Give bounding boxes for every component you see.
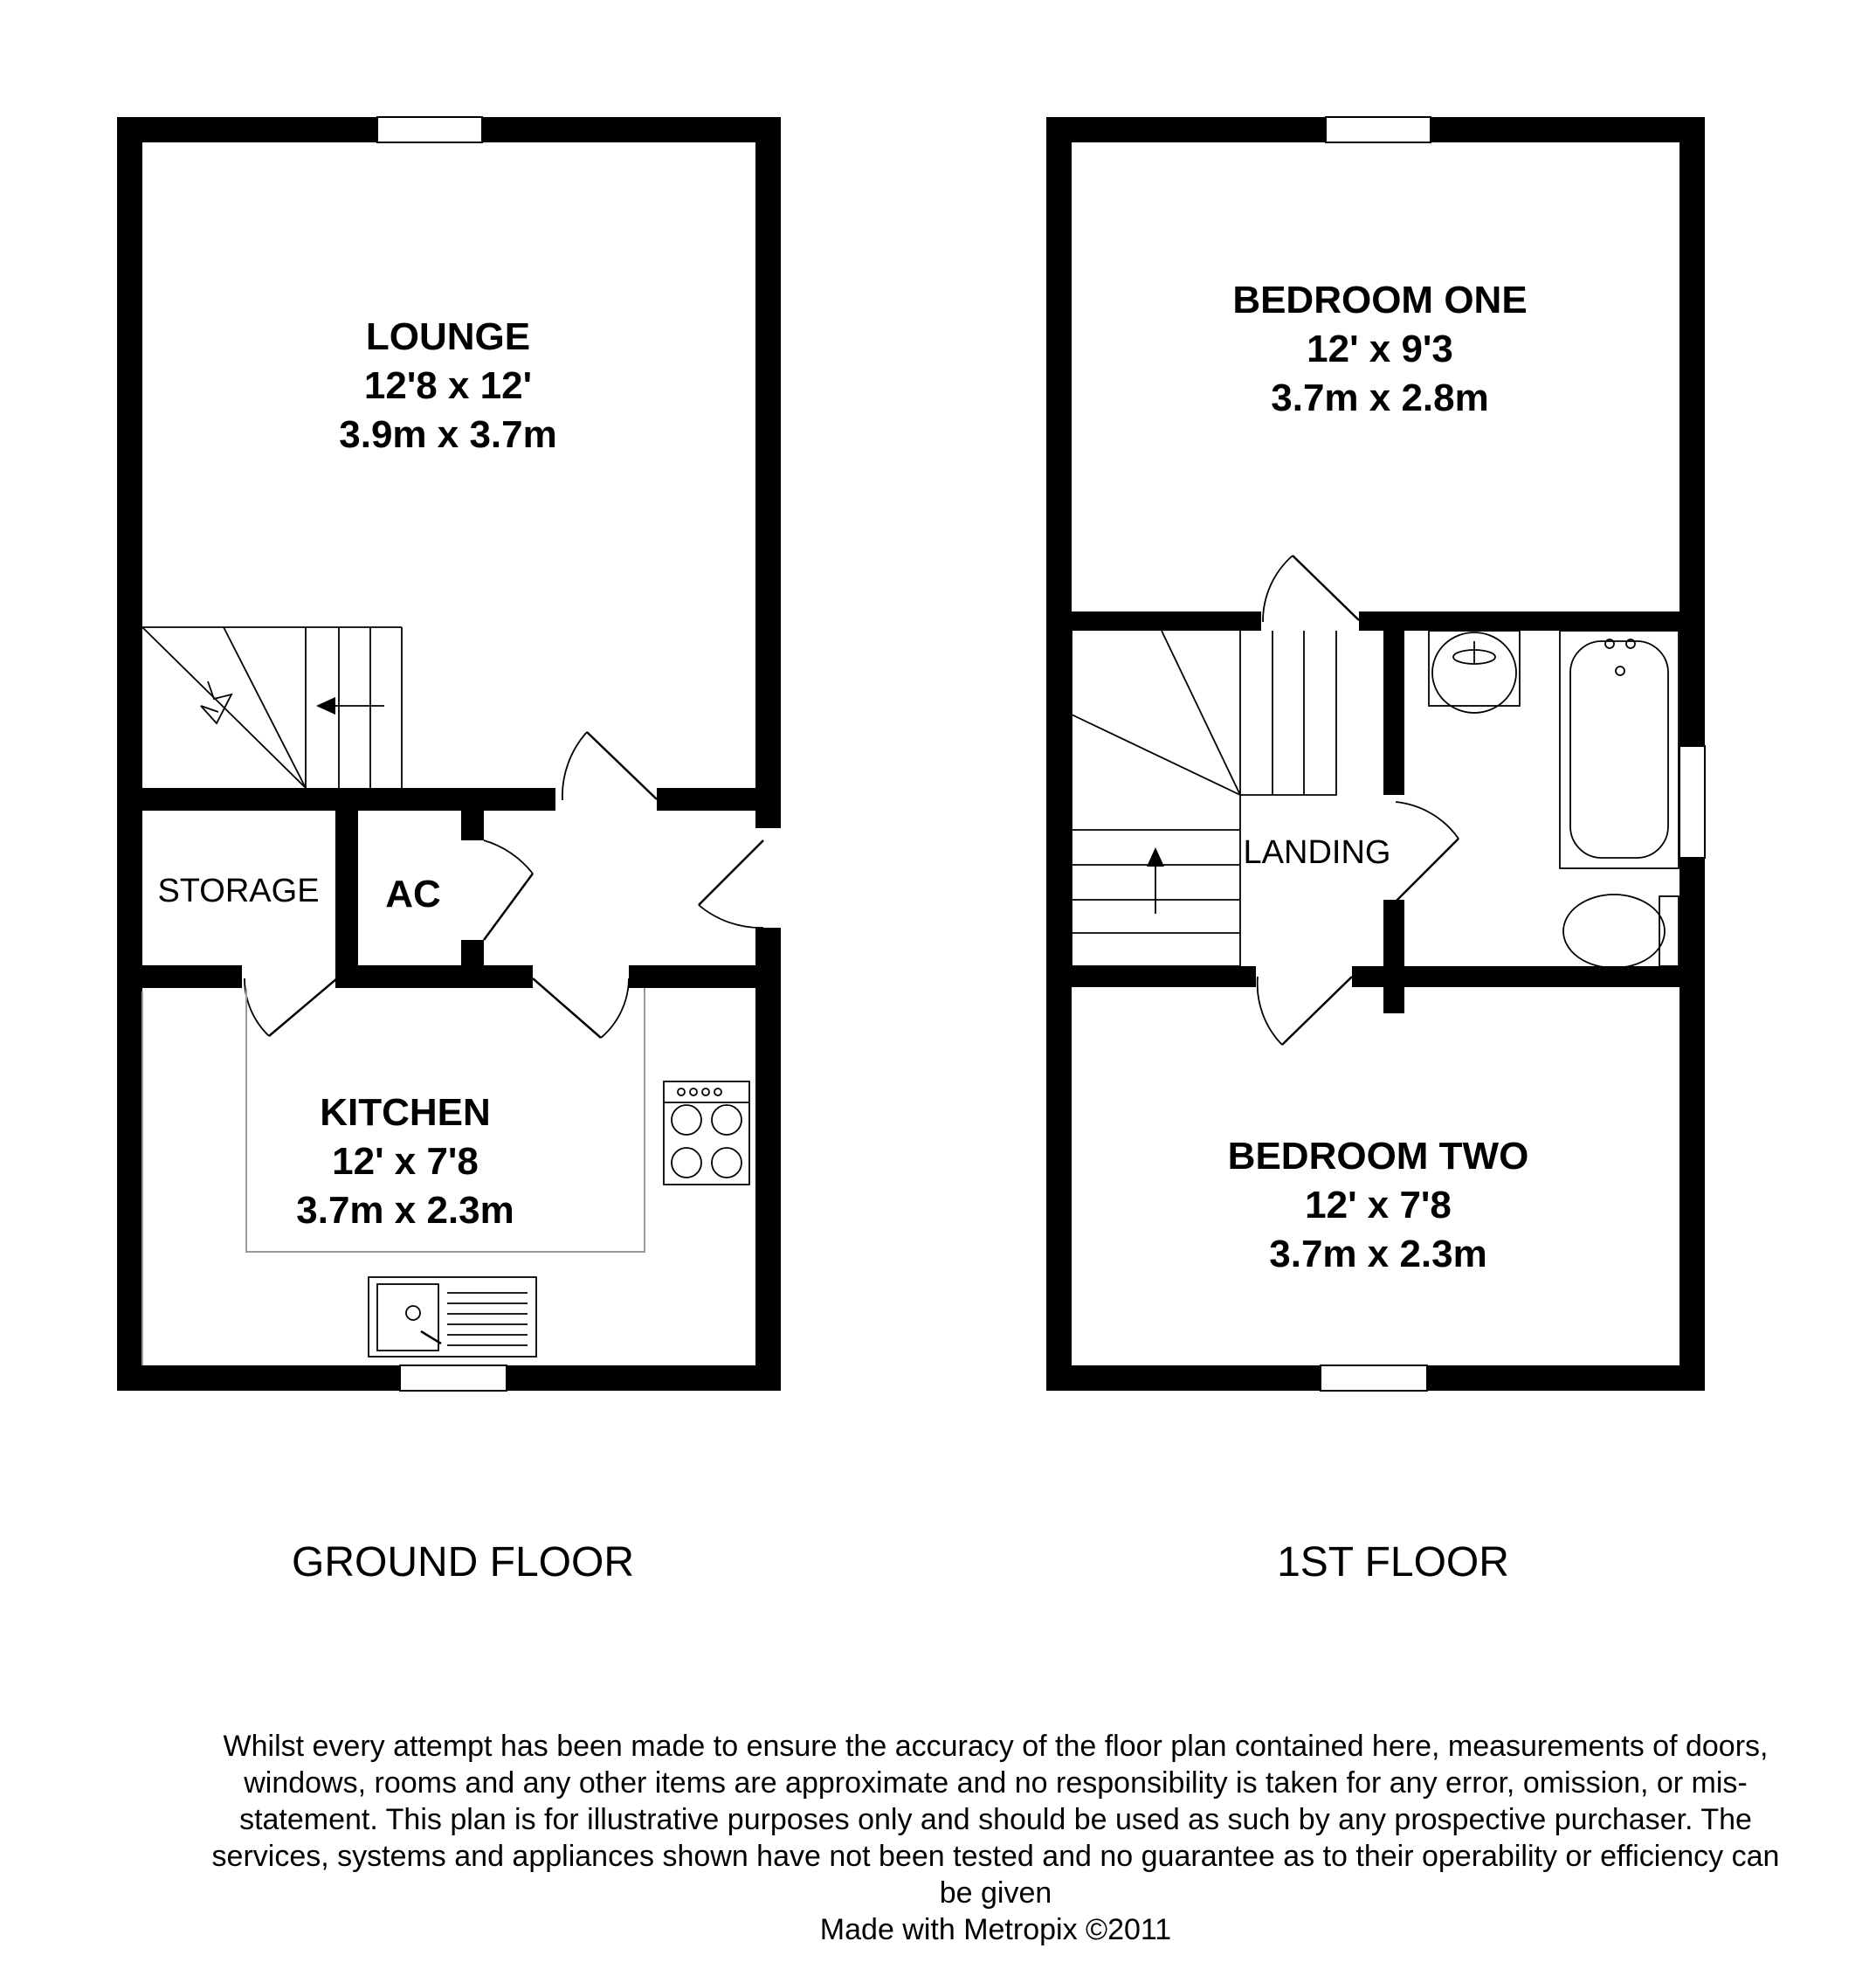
bedroom-one-window xyxy=(1326,117,1431,142)
first-floor-title: 1ST FLOOR xyxy=(1277,1539,1509,1586)
disclaimer xyxy=(210,1728,1782,1948)
bedroom-one-metric: 3.7m x 2.8m xyxy=(1271,377,1489,419)
bathroom-window xyxy=(1679,746,1705,858)
first-staircase xyxy=(1072,631,1336,966)
lounge-south-wall-right xyxy=(657,788,781,811)
bedroom-one-south-wall-left xyxy=(1046,611,1261,631)
bedroom-two-window xyxy=(1321,1365,1427,1391)
bedroom-two-metric: 3.7m x 2.3m xyxy=(1269,1233,1487,1275)
ac-east-wall-top xyxy=(461,788,484,840)
ac-east-wall-bottom xyxy=(461,940,484,988)
ground-wall-right-upper xyxy=(755,117,781,828)
first-stair-arrow-head xyxy=(1147,847,1164,867)
storage-ac-divider xyxy=(335,788,358,988)
bath-icon xyxy=(1560,631,1679,868)
ground-staircase xyxy=(142,627,402,788)
kitchen-metric: 3.7m x 2.3m xyxy=(296,1189,514,1232)
storage-name: STORAGE xyxy=(157,873,320,909)
kitchen-imperial: 12' x 7'8 xyxy=(332,1140,479,1183)
toilet-icon xyxy=(1563,895,1679,968)
kitchen-sink-icon xyxy=(369,1277,536,1357)
bedroom-two-north-wall-left xyxy=(1046,966,1256,987)
bedroom-two-north-wall-right xyxy=(1352,966,1705,987)
kitchen-window xyxy=(400,1365,507,1391)
bedroom-one-imperial: 12' x 9'3 xyxy=(1307,328,1453,370)
stair-arrow-head xyxy=(316,697,335,715)
lounge-imperial: 12'8 x 12' xyxy=(363,364,533,407)
cooker-hob-icon xyxy=(664,1081,749,1185)
bedroom-two-name: BEDROOM TWO xyxy=(1227,1135,1529,1178)
bedroom-two-imperial: 12' x 7'8 xyxy=(1305,1184,1452,1226)
ground-doors xyxy=(245,732,763,1038)
lounge-window xyxy=(377,117,482,142)
bathroom-west-wall-top xyxy=(1383,611,1404,795)
kitchen-name: KITCHEN xyxy=(320,1091,491,1134)
ac-name: AC xyxy=(385,873,441,915)
ground-floor-plan xyxy=(117,117,781,1586)
lounge-name: LOUNGE xyxy=(365,315,531,358)
disclaimer-text: Whilst every attempt has been made to ensure the accuracy of the floor plan contained here, measurements of doors, windows, rooms and any other items are approximate and no responsibility is taken for any error, omission, or mis-statement. This plan is for illustrative purposes only and should be used as such by any prospective purchaser. The services, systems and appliances shown have not been tested and no guarantee as to their operability or efficiency can be given xyxy=(211,1730,1780,1910)
lounge-metric: 3.9m x 3.7m xyxy=(339,413,557,456)
first-wall-left xyxy=(1046,117,1072,1391)
bathroom-west-wall-bottom xyxy=(1383,900,1404,1013)
ground-floor-title: GROUND FLOOR xyxy=(291,1539,635,1586)
kitchen-north-wall-left xyxy=(117,965,242,988)
ground-wall-left xyxy=(117,117,142,1391)
bedroom-one-south-wall-right xyxy=(1359,611,1705,631)
first-floor-plan xyxy=(1046,117,1705,1586)
basin-icon xyxy=(1429,631,1520,713)
kitchen-north-wall-mid xyxy=(335,965,533,988)
bedroom-one-name: BEDROOM ONE xyxy=(1232,279,1528,321)
ground-wall-right-lower xyxy=(755,928,781,1391)
metropix-credit: Made with Metropix ©2011 xyxy=(819,1913,1172,1946)
landing-name: LANDING xyxy=(1243,834,1391,871)
kitchen-north-wall-right xyxy=(629,965,781,988)
